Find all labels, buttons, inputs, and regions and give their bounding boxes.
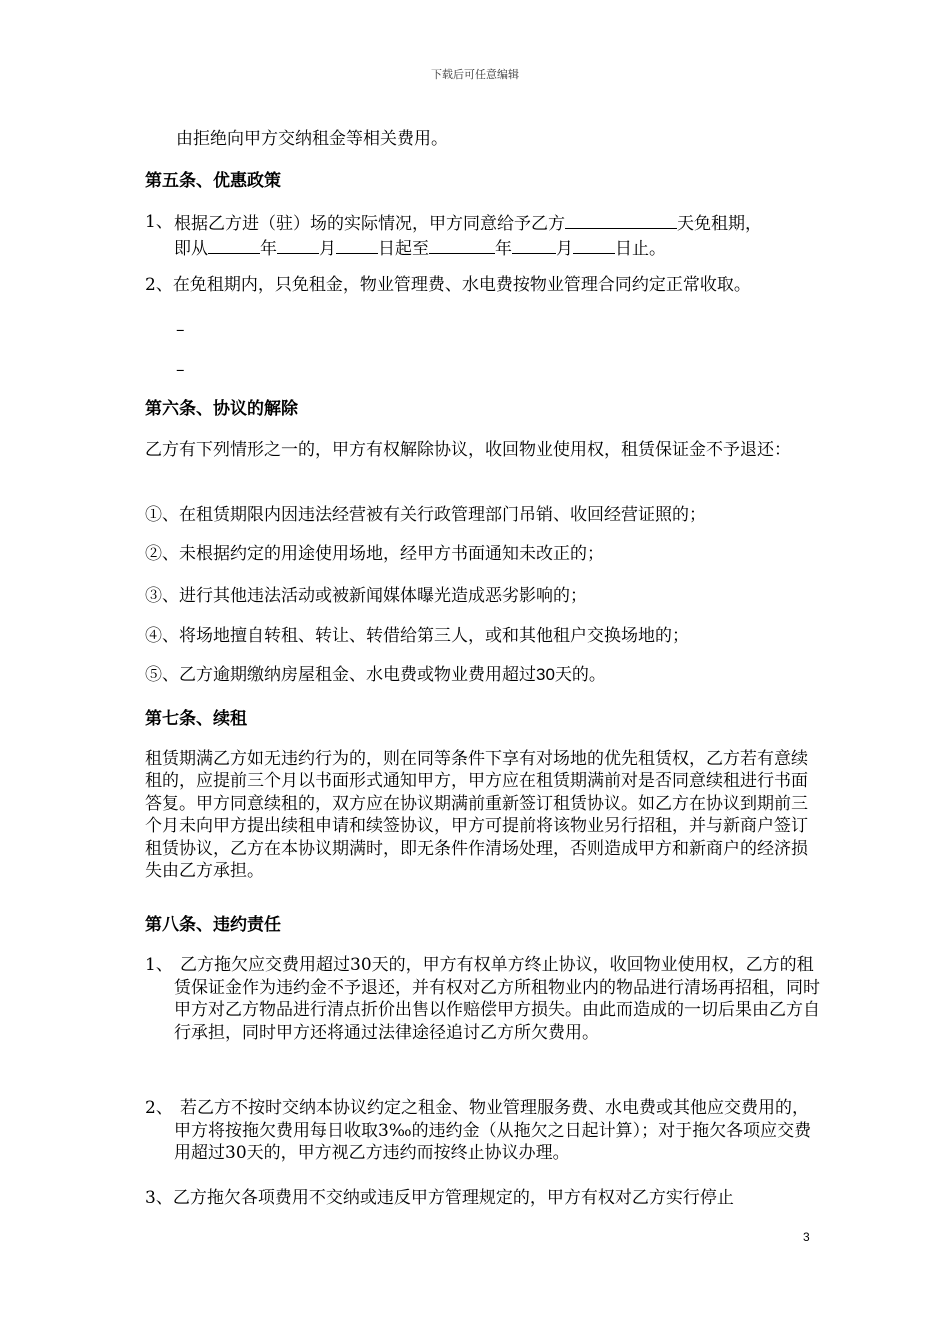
- blank-start-month[interactable]: [277, 236, 319, 254]
- year-label: 年: [495, 238, 512, 259]
- article-7-title: 第七条、续租: [145, 709, 247, 729]
- year-label: 年: [260, 238, 277, 259]
- article-6-title: 第六条、协议的解除: [145, 399, 298, 419]
- item-5-text-a: ⑤、乙方逾期缴纳房屋租金、水电费或物业费用超过: [145, 665, 536, 685]
- article-6-item-3: ③、进行其他违法活动或被新闻媒体曝光造成恶劣影响的；: [145, 586, 587, 606]
- item-number: 1、: [145, 212, 173, 232]
- item-5-text-b: 天的。: [554, 665, 606, 685]
- article-6-item-2: ②、未根据约定的用途使用场地，经甲方书面通知未改正的；: [145, 544, 604, 564]
- article-5-item-1: [145, 211, 820, 260]
- from-label: 日起至: [378, 238, 429, 259]
- month-label: 月: [556, 238, 573, 259]
- blank-start-year[interactable]: [208, 236, 260, 254]
- blank-end-year[interactable]: [429, 236, 495, 254]
- item-1-text-b: 天免租期，: [677, 214, 762, 234]
- article-6-item-1: ①、在租赁期限内因违法经营被有关行政管理部门吊销、收回经营证照的；: [145, 505, 706, 525]
- item-1-text-c: 即从: [174, 238, 208, 259]
- article-7-body: 租赁期满乙方如无违约行为的，则在同等条件下享有对场地的优先租赁权，乙方若有意续租的，应提前三个月以书面形式通知甲方，甲方应在租赁期满前对是否同意续租进行书面答复。甲方同意续租的，双方应在协议期满前重新签订租赁协议。如乙方在协议到期前三个月未向甲方提出续租申请和续签协议，甲方可提前将该物业另行招租，并与新商户签订租赁协议，乙方在本协议期满时，即无条件作清场处理，否则造成甲方和新商户的经济损失由乙方承担。: [145, 749, 808, 882]
- page-header: 下载后可任意编辑: [431, 68, 519, 81]
- dash-marker: –: [176, 360, 185, 380]
- blank-end-day[interactable]: [573, 236, 615, 254]
- blank-start-day[interactable]: [336, 236, 378, 254]
- article-5-title: 第五条、优惠政策: [145, 171, 281, 191]
- article-5-item-2: 2、在免租期内，只免租金，物业管理费、水电费按物业管理合同约定正常收取。: [145, 275, 751, 295]
- blank-days[interactable]: [565, 211, 677, 229]
- item-5-number: 30: [536, 665, 555, 684]
- item-1-body: 乙方拖欠应交费用超过30天的，甲方有权单方终止协议，收回物业使用权，乙方的租赁保证金作为违约金不予退还，并有权对乙方所租物业内的物品进行清场再招租，同时甲方对乙方物品进行清点折价出售以作赔偿甲方损失。由此而造成的一切后果由乙方自行承担，同时甲方还将通过法律途径追讨乙方所欠费用。: [174, 955, 820, 1043]
- page-number: 3: [803, 1230, 810, 1244]
- item-1-text-a: 根据乙方进（驻）场的实际情况，甲方同意给予乙方: [174, 214, 565, 234]
- article-8-title: 第八条、违约责任: [145, 915, 281, 935]
- item-number: 2、: [145, 1098, 173, 1118]
- article-8-item-3: 3、乙方拖欠各项费用不交纳或违反甲方管理规定的，甲方有权对乙方实行停止: [145, 1188, 734, 1208]
- month-label: 月: [319, 238, 336, 259]
- continuation-text: 由拒绝向甲方交纳租金等相关费用。: [176, 129, 448, 149]
- item-number: 1、: [145, 955, 173, 975]
- dash-marker: –: [176, 320, 185, 340]
- article-6-item-5: [145, 664, 820, 687]
- item-2-body: 若乙方不按时交纳本协议约定之租金、物业管理服务费、水电费或其他应交费用的，甲方将按拖欠费用每日收取3‰的违约金（从拖欠之日起计算）；对于拖欠各项应交费用超过30天的，甲方视乙方违约而按终止协议办理。: [174, 1098, 812, 1163]
- end-label: 日止。: [615, 238, 666, 259]
- article-8-item-2: [145, 1097, 820, 1165]
- blank-end-month[interactable]: [512, 236, 556, 254]
- article-6-intro: 乙方有下列情形之一的，甲方有权解除协议，收回物业使用权，租赁保证金不予退还：: [145, 440, 791, 460]
- article-6-item-4: ④、将场地擅自转租、转让、转借给第三人，或和其他租户交换场地的；: [145, 626, 689, 646]
- article-8-item-1: [145, 954, 820, 1044]
